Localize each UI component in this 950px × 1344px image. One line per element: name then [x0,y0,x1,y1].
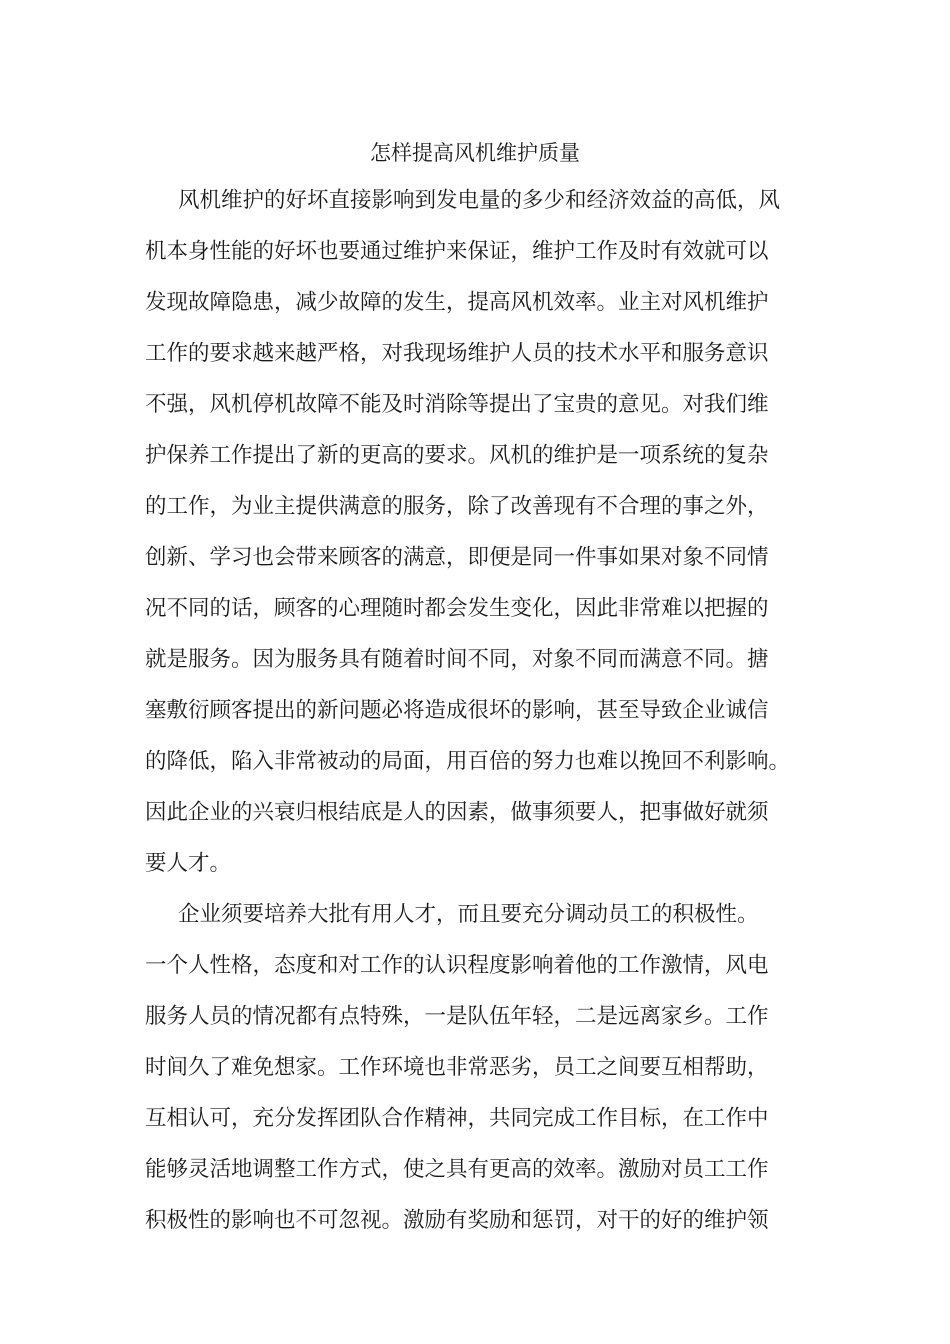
paragraph-1-line-14: 要人才。 [145,851,232,876]
paragraph-2-line-5: 互相认可，充分发挥团队合作精神，共同完成工作目标，在工作中 [145,1106,769,1131]
paragraph-2-line-4: 时间久了难免想家。工作环境也非常恶劣，员工之间要互相帮助， [145,1055,769,1080]
paragraph-1-line-4: 工作的要求越来越严格，对我现场维护人员的技术水平和服务意识 [145,341,769,366]
paragraph-1-line-13: 因此企业的兴衰归根结底是人的因素，做事须要人，把事做好就须 [145,800,769,825]
document-title: 怎样提高风机维护质量 [370,141,580,165]
paragraph-1-line-10: 就是服务。因为服务具有随着时间不同，对象不同而满意不同。搪 [145,647,769,672]
paragraph-2-line-7: 积极性的影响也不可忽视。激励有奖励和惩罚，对干的好的维护领 [145,1208,769,1233]
paragraph-1-line-9: 况不同的话，顾客的心理随时都会发生变化，因此非常难以把握的 [145,596,769,621]
paragraph-1-line-1: 风机维护的好坏直接影响到发电量的多少和经济效益的高低，风 [178,188,781,213]
paragraph-1-line-12: 的降低，陷入非常被动的局面，用百倍的努力也难以挽回不利影响。 [145,749,791,774]
paragraph-1-line-6: 护保养工作提出了新的更高的要求。风机的维护是一项系统的复杂 [145,443,769,468]
paragraph-2-line-6: 能够灵活地调整工作方式，使之具有更高的效率。激励对员工工作 [145,1157,769,1182]
paragraph-1-line-7: 的工作，为业主提供满意的服务，除了改善现有不合理的事之外， [145,494,769,519]
paragraph-1-line-2: 机本身性能的好坏也要通过维护来保证，维护工作及时有效就可以 [145,239,769,264]
paragraph-1-line-11: 塞敷衍顾客提出的新问题必将造成很坏的影响，甚至导致企业诚信 [145,698,769,723]
paragraph-2-line-2: 一个人性格，态度和对工作的认识程度影响着他的工作激情，风电 [145,953,769,978]
paragraph-1-line-8: 创新、学习也会带来顾客的满意，即便是同一件事如果对象不同情 [145,545,769,570]
paragraph-1-line-3: 发现故障隐患，减少故障的发生，提高风机效率。业主对风机维护 [145,290,769,315]
paragraph-2-line-1: 企业须要培养大批有用人才，而且要充分调动员工的积极性。 [178,902,759,927]
paragraph-2-line-3: 服务人员的情况都有点特殊，一是队伍年轻，二是远离家乡。工作 [145,1004,769,1029]
paragraph-1-line-5: 不强，风机停机故障不能及时消除等提出了宝贵的意见。对我们维 [145,392,769,417]
